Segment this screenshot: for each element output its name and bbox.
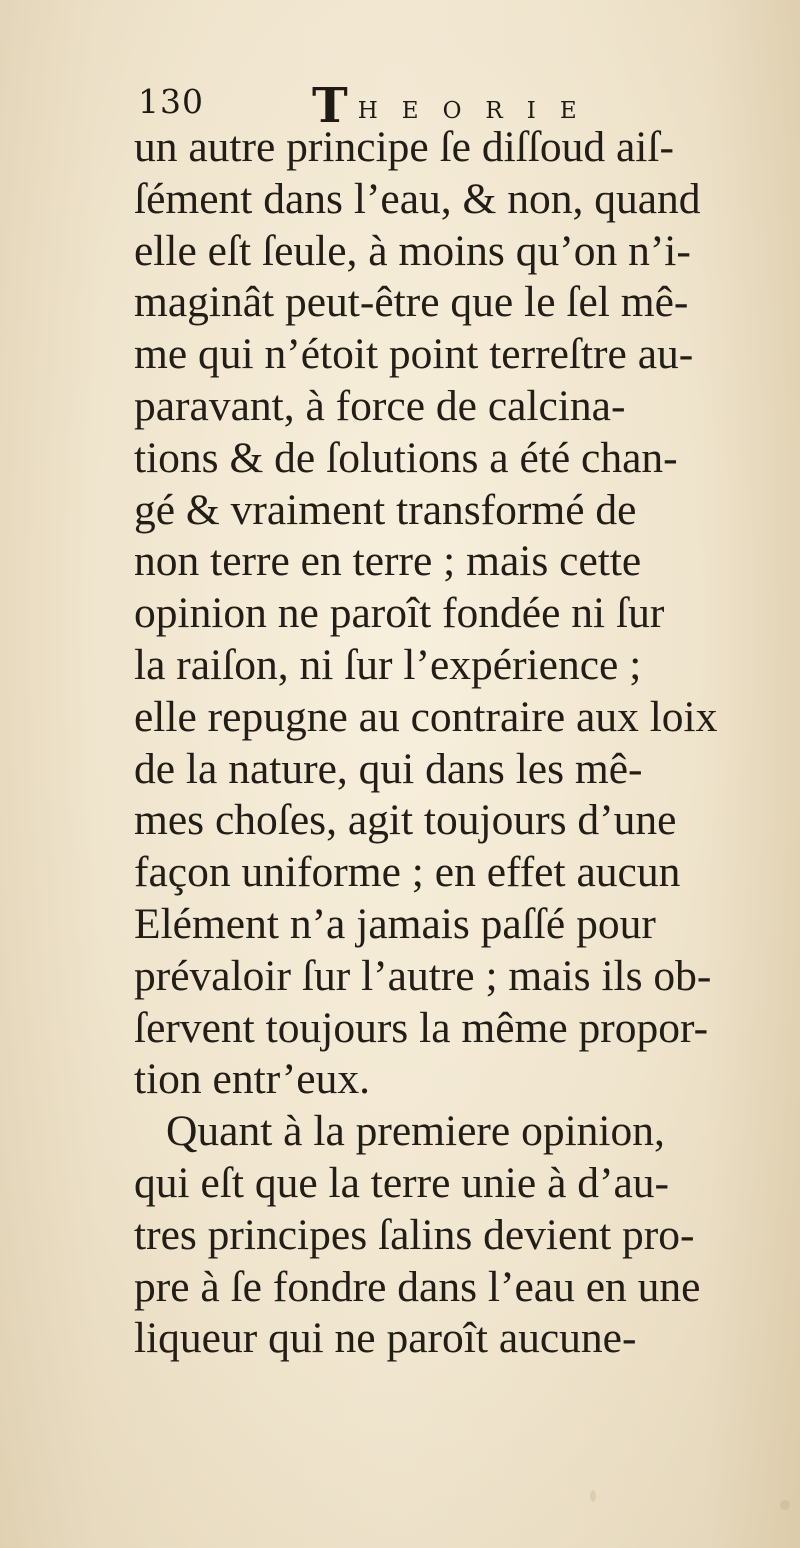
text-line: paravant, à force de calcina- xyxy=(134,381,626,430)
text-line: tions & de ſolutions a été chan- xyxy=(134,433,678,482)
text-line: de la nature, qui dans les mê- xyxy=(134,744,643,793)
running-title-initial: T xyxy=(312,78,358,134)
text-line: tres principes ſalins devient pro- xyxy=(134,1210,695,1259)
paper-stain xyxy=(590,1490,596,1502)
text-line: gé & vraiment transformé de xyxy=(134,485,637,534)
text-line: pre à ſe fondre dans l’eau en une xyxy=(134,1262,701,1311)
text-line: liqueur qui ne paroît aucune- xyxy=(134,1314,637,1363)
running-title-rest: HEORIE xyxy=(357,98,601,124)
text-line: me qui n’étoit point terreſtre au- xyxy=(134,330,694,379)
text-line: un autre principe ſe diſſoud aiſ- xyxy=(134,123,674,171)
text-line: mes choſes, agit toujours d’une xyxy=(134,796,677,845)
text-line: elle repugne au contraire aux loix xyxy=(134,692,718,741)
text-line: opinion ne paroît fondée ni ſur xyxy=(134,589,665,638)
text-line: qui eſt que la terre unie à d’au- xyxy=(134,1158,670,1207)
text-line: ſément dans l’eau, & non, quand xyxy=(134,174,701,223)
text-line: Elément n’a jamais paſſé pour xyxy=(134,899,656,948)
text-line: tion entr’eux. xyxy=(134,1055,370,1104)
text-line: prévaloir ſur l’autre ; mais ils ob- xyxy=(134,951,712,1000)
body-text xyxy=(134,122,774,1365)
page-number: 130 xyxy=(138,82,204,121)
text-line: elle eſt ſeule, à moins qu’on n’i- xyxy=(134,226,691,275)
text-line: la raiſon, ni ſur l’expérience ; xyxy=(134,640,642,689)
text-line: non terre en terre ; mais cette xyxy=(134,537,642,586)
paragraph-first-line: Quant à la premiere opinion, xyxy=(166,1107,665,1156)
text-line: façon uniforme ; en effet aucun xyxy=(134,848,681,897)
page-header xyxy=(138,78,658,134)
text-line: ſervent toujours la même propor- xyxy=(134,1003,709,1052)
text-line: maginât peut-être que le ſel mê- xyxy=(134,278,689,327)
paper-stain xyxy=(780,1500,790,1510)
